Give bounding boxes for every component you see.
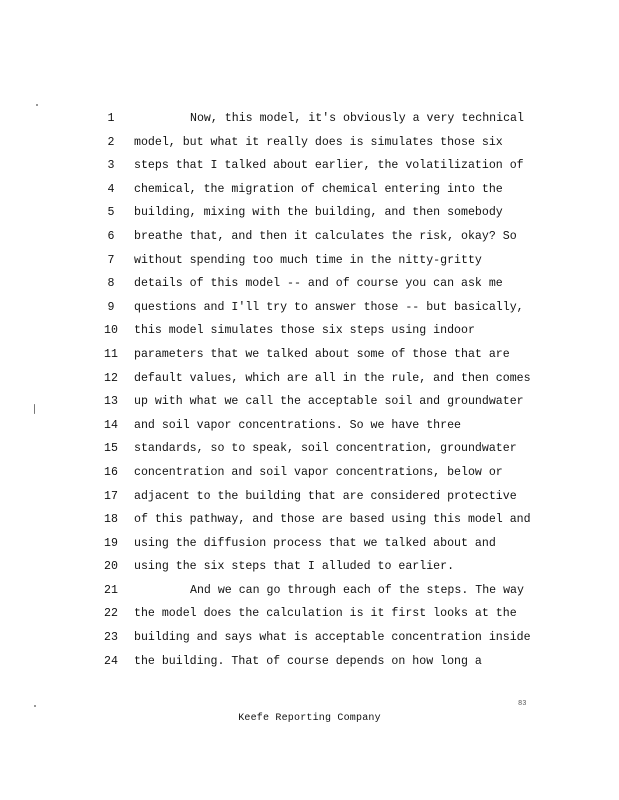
- transcript-line: [0, 201, 619, 225]
- line-number: 3: [107, 159, 115, 173]
- line-text: breathe that, and then it calculates the risk, okay? So: [134, 229, 517, 243]
- line-number: 24: [104, 654, 118, 668]
- transcript-line: [0, 579, 619, 603]
- line-number: 7: [107, 253, 115, 267]
- line-number: 18: [104, 513, 118, 527]
- line-number: 20: [104, 560, 118, 574]
- line-number: 19: [104, 536, 118, 550]
- line-text: parameters that we talked about some of those that are: [134, 347, 510, 361]
- transcript-line: [0, 485, 619, 509]
- line-number: 14: [104, 418, 118, 432]
- line-number: 8: [107, 277, 115, 291]
- transcript-line: [0, 508, 619, 532]
- line-number: 11: [104, 347, 118, 361]
- scan-speck: [34, 705, 36, 707]
- line-number: 23: [104, 631, 118, 645]
- line-number: 9: [107, 300, 115, 314]
- transcript-line: [0, 650, 619, 674]
- line-number: 15: [104, 442, 118, 456]
- line-text: without spending too much time in the nitty-gritty: [134, 253, 482, 267]
- line-number: 6: [107, 229, 115, 243]
- line-number: 13: [104, 395, 118, 409]
- line-text: building and says what is acceptable concentration inside: [134, 631, 531, 645]
- line-text: model, but what it really does is simulates those six: [134, 135, 503, 149]
- line-number: 2: [107, 135, 115, 149]
- transcript-line: [0, 178, 619, 202]
- line-number: 1: [107, 112, 115, 125]
- transcript-line: [0, 626, 619, 650]
- line-text: using the six steps that I alluded to earlier.: [134, 560, 455, 574]
- transcript-line: [0, 532, 619, 556]
- transcript-line: [0, 249, 619, 273]
- line-text: of this pathway, and those are based using this model and: [134, 513, 531, 527]
- line-text: and soil vapor concentrations. So we have three: [134, 418, 461, 432]
- line-text: adjacent to the building that are considered protective: [134, 489, 517, 503]
- line-text: the building. That of course depends on how long a: [134, 654, 482, 668]
- line-number: 12: [104, 371, 118, 385]
- line-text: Now, this model, it's obviously a very technical: [190, 112, 524, 125]
- line-text: concentration and soil vapor concentrations, below or: [134, 465, 503, 479]
- transcript-line: [0, 272, 619, 296]
- transcript-line: [0, 367, 619, 391]
- transcript-line: [0, 107, 619, 131]
- transcript-line: [0, 343, 619, 367]
- transcript-line: [0, 225, 619, 249]
- line-number: 4: [107, 182, 115, 196]
- line-text: default values, which are all in the rule, and then comes: [134, 371, 531, 385]
- line-text: using the diffusion process that we talked about and: [134, 536, 496, 550]
- transcript-line: [0, 154, 619, 178]
- line-text: standards, so to speak, soil concentration, groundwater: [134, 442, 517, 456]
- transcript-line: [0, 131, 619, 155]
- line-text: details of this model -- and of course you can ask me: [134, 277, 503, 291]
- transcript-line: [0, 319, 619, 343]
- line-number: 16: [104, 465, 118, 479]
- line-text: this model simulates those six steps using indoor: [134, 324, 475, 338]
- line-text: the model does the calculation is it first looks at the: [134, 607, 517, 621]
- footer-company: Keefe Reporting Company: [238, 713, 381, 724]
- transcript-line: [0, 555, 619, 579]
- line-text: up with what we call the acceptable soil and groundwater: [134, 395, 524, 409]
- transcript-line: [0, 437, 619, 461]
- transcript-line: [0, 390, 619, 414]
- transcript-line: [0, 296, 619, 320]
- line-text: steps that I talked about earlier, the volatilization of: [134, 159, 524, 173]
- page-number: 83: [518, 700, 527, 708]
- transcript-line: [0, 414, 619, 438]
- line-number: 5: [107, 206, 115, 220]
- line-number: 21: [104, 583, 118, 597]
- line-number: 22: [104, 607, 118, 621]
- transcript-line: [0, 461, 619, 485]
- transcript-lines: [0, 107, 619, 673]
- line-number: 10: [104, 324, 118, 338]
- transcript-line: [0, 602, 619, 626]
- line-text: And we can go through each of the steps. The way: [190, 583, 524, 597]
- scan-speck: [36, 104, 38, 106]
- line-text: building, mixing with the building, and then somebody: [134, 206, 503, 220]
- line-text: questions and I'll try to answer those -- but basically,: [134, 300, 524, 314]
- line-number: 17: [104, 489, 118, 503]
- line-text: chemical, the migration of chemical entering into the: [134, 182, 503, 196]
